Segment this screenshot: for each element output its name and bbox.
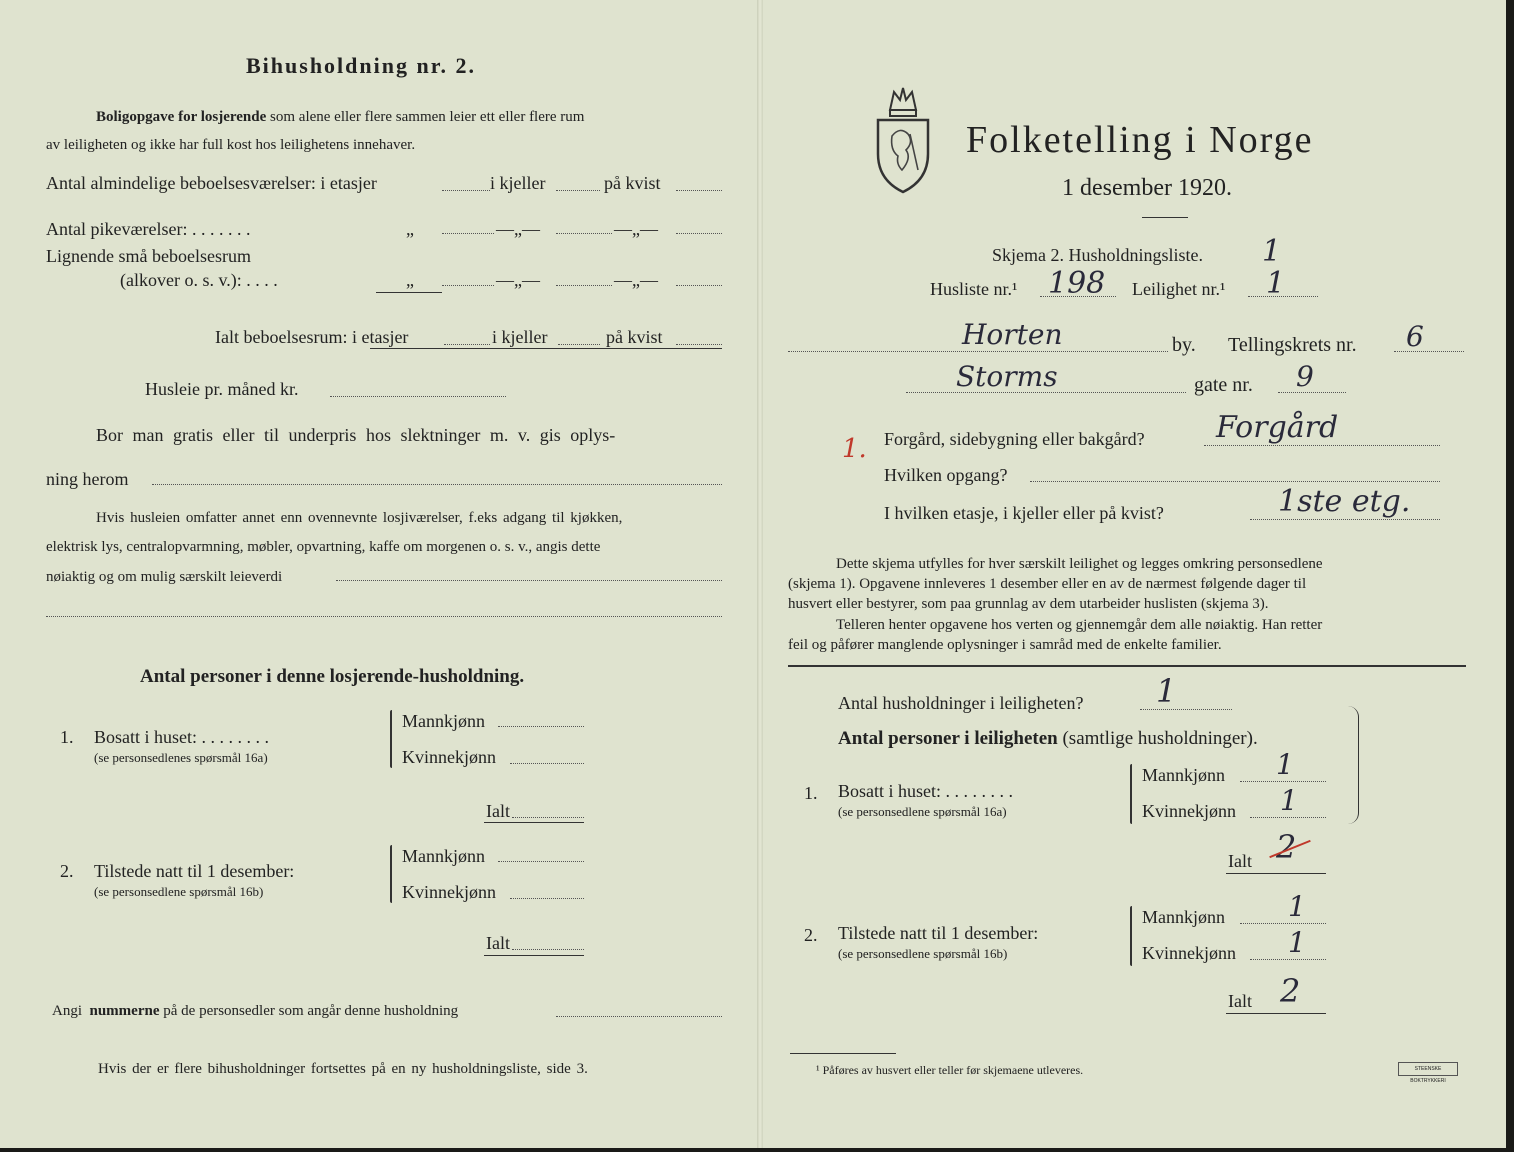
right-q2-mann-label: Mannkjønn [1142,907,1225,927]
antal-hush-value[interactable]: 1 [1156,672,1177,710]
left-q2-ialt-label: Ialt [486,933,510,953]
tellingskrets-value[interactable]: 6 [1406,320,1424,353]
gate-nr-value[interactable]: 9 [1296,360,1314,393]
left-q1-mann-field[interactable] [498,726,584,727]
left-q2-mann-label: Mannkjønn [402,846,485,866]
right-q1-label: Bosatt i huset: . . . . . . . . [838,781,1013,801]
left-q1-ialt-field[interactable] [512,817,584,818]
info-line-4: Telleren henter opgavene hos verten og gjennemgår dem alle nøiaktig. Han retter [836,617,1323,633]
pike-kvist-field[interactable] [676,233,722,234]
rooms-kvist-field[interactable] [676,190,722,191]
right-q1-kvinne-label: Kvinnekjønn [1142,801,1236,821]
pike-ditto-3: —„— [614,219,658,239]
leilighet-value[interactable]: 1 [1266,266,1286,301]
rooms-kvist-label: på kvist [604,173,661,193]
ialt-etasjer-field[interactable] [444,344,490,345]
right-q2-label: Tilstede natt til 1 desember: [838,923,1039,943]
husliste-label: Husliste nr.¹ [930,279,1018,299]
right-q1-mann-field[interactable] [1240,781,1326,782]
antal-hush-field[interactable] [1140,709,1232,710]
red-pencil-mark: 1. [842,434,867,464]
pike-label: Antal pikeværelser: . . . . . . . [46,219,251,239]
angi-field[interactable] [556,1016,722,1017]
pike-etasjer-field[interactable] [442,233,494,234]
right-q2-mann-field[interactable] [1240,923,1326,924]
right-q2-ialt-rule [1226,1013,1326,1014]
right-q2-num: 2. [804,925,818,945]
leilighet-field[interactable] [1248,296,1318,297]
angi-rest: på de personsedler som angår denne husholdning [163,1003,459,1019]
opgang-field[interactable] [1030,481,1440,482]
lignende-ditto-2: —„— [496,270,540,290]
right-q2-kvinne-field[interactable] [1250,959,1326,960]
ialt-kvist-field[interactable] [676,344,722,345]
left-q1-label: Bosatt i huset: . . . . . . . . [94,727,269,747]
hvis-line-3: nøiaktig og om mulig særskilt leieverdi [46,569,283,585]
right-persons-heading [838,728,1258,750]
title-divider [1142,217,1188,218]
husliste-value[interactable]: 198 [1048,266,1106,301]
printer-stamp: STEENSKE BOKTRYKKERI [1398,1062,1458,1076]
right-date: 1 desember 1920. [1062,175,1232,201]
forgaard-value[interactable]: Forgård [1216,410,1339,445]
pike-ditto-1: „ [406,219,414,239]
lignende-label-1: Lignende små beboelsesrum [46,246,251,266]
left-persons-heading: Antal personer i denne losjerende-husholdning. [140,666,525,687]
info-line-2: (skjema 1). Opgavene innleveres 1 desember eller en av de nærmest følgende dager til [788,576,1307,592]
intro-rest: som alene eller flere sammen leier ett eller flere rum [270,109,585,125]
info-line-3: husvert eller bestyrer, som paa grunnlag av dem utarbeider huslisten (skjema 3). [788,596,1269,612]
left-q1-ialt-rule [484,822,584,823]
right-q2-mann-value[interactable]: 1 [1288,890,1306,923]
etasje-value[interactable]: 1ste etg. [1278,484,1411,519]
by-value[interactable]: Horten [962,318,1063,351]
lignende-ditto-3: —„— [614,270,658,290]
hvis-line-2: elektrisk lys, centralopvarmning, møbler, opvartning, kaffe om morgenen o. s. v., angis dette [46,539,601,555]
skjema-mark: 1 [1262,234,1282,269]
right-q2-ialt-value[interactable]: 2 [1280,972,1301,1010]
hand-drawn-bracket [1348,706,1359,824]
left-q2-kvinne-field[interactable] [510,898,584,899]
left-q1-kvinne-field[interactable] [510,763,584,764]
left-footer: Hvis der er flere bihusholdninger fortsettes på en ny husholdningsliste, side 3. [98,1061,588,1077]
pike-kjeller-field[interactable] [556,233,612,234]
bor-man-line-2: ning herom [46,469,129,489]
left-q1-sub: (se personsedlenes spørsmål 16a) [94,750,268,765]
gate-value[interactable]: Storms [956,360,1058,393]
left-title: Bihusholdning nr. 2. [246,53,476,78]
ialt-kjeller-label: i kjeller [492,327,548,347]
by-label: by. [1172,334,1196,356]
right-q2-kvinne-value[interactable]: 1 [1288,926,1306,959]
husleie-label: Husleie pr. måned kr. [145,379,299,399]
footnote-rule [790,1053,896,1054]
angi-bold: nummerne [89,1003,160,1019]
leieverdi-field[interactable] [336,580,722,581]
lignende-etasjer-field[interactable] [442,285,494,286]
right-q2-brace [1130,906,1132,966]
left-q2-kvinne-label: Kvinnekjønn [402,882,496,902]
right-q1-brace [1130,764,1132,824]
gate-label: gate nr. [1194,374,1253,396]
info-line-5: feil og påfører manglende oplysninger i samråd med de enkelte familier. [788,637,1222,653]
lignende-kvist-field[interactable] [676,285,722,286]
right-q1-mann-label: Mannkjønn [1142,765,1225,785]
right-q1-num: 1. [804,783,818,803]
forgaard-label: Forgård, sidebygning eller bakgård? [884,429,1145,449]
skjema-label: Skjema 2. Husholdningsliste. [992,245,1203,265]
husleie-field[interactable] [330,396,506,397]
right-title: Folketelling i Norge [966,119,1314,161]
left-q1-ialt-label: Ialt [486,801,510,821]
etasje-field[interactable] [1250,519,1440,520]
right-q1-kvinne-value[interactable]: 1 [1280,784,1298,817]
left-q1-mann-label: Mannkjønn [402,711,485,731]
left-q2-label: Tilstede natt til 1 desember: [94,861,295,881]
left-q2-mann-field[interactable] [498,861,584,862]
angi-line [52,1000,458,1022]
bor-man-field[interactable] [152,484,722,485]
intro-line-1 [96,106,584,128]
lignende-line [376,292,442,293]
right-q2-kvinne-label: Kvinnekjønn [1142,943,1236,963]
right-q1-ialt-value[interactable]: 2 [1276,828,1297,866]
ialt-rooms-rule [370,348,722,349]
leieverdi-field-2[interactable] [46,616,722,617]
left-q2-sub: (se personsedlene spørsmål 16b) [94,884,264,899]
left-q2-ialt-field[interactable] [512,949,584,950]
ialt-kjeller-field[interactable] [558,344,600,345]
opgang-label: Hvilken opgang? [884,465,1008,485]
right-q2-sub: (se personsedlene spørsmål 16b) [838,946,1008,961]
rooms-kjeller-field[interactable] [556,190,600,191]
husliste-field[interactable] [1040,296,1116,297]
right-q1-kvinne-field[interactable] [1250,817,1326,818]
rooms-label: Antal almindelige beboelsesværelser: i etasjer [46,173,377,193]
gate-nr-field[interactable] [1278,392,1346,393]
right-q1-sub: (se personsedlene spørsmål 16a) [838,804,1007,819]
left-q1-brace [390,710,392,768]
rooms-etasjer-field[interactable] [442,190,490,191]
ialt-rooms-label: Ialt beboelsesrum: i etasjer [215,327,409,347]
antal-hush-label: Antal husholdninger i leiligheten? [838,693,1084,713]
hvis-line-1: Hvis husleien omfatter annet enn ovennevnte losjiværelser, f.eks adgang til kjøkken, [96,510,623,526]
by-field[interactable] [788,351,1168,352]
etasje-label: I hvilken etasje, i kjeller eller på kvist? [884,503,1164,523]
right-q1-ialt-rule [1226,873,1326,874]
right-q1-mann-value[interactable]: 1 [1276,748,1294,781]
tellingskrets-label: Tellingskrets nr. [1228,334,1357,356]
left-q1-num: 1. [60,727,74,747]
lignende-kjeller-field[interactable] [556,285,612,286]
left-q2-brace [390,845,392,903]
intro-line-2: av leiligheten og ikke har full kost hos leilighetens innehaver. [46,137,416,153]
left-q1-kvinne-label: Kvinnekjønn [402,747,496,767]
persons-heading-bold: Antal personer i leiligheten [838,728,1058,749]
bor-man-line-1: Bor man gratis eller til underpris hos slektninger m. v. gis oplys- [96,425,616,445]
tellingskrets-field[interactable] [1394,351,1464,352]
lignende-ditto-1: „ [406,270,414,290]
right-q1-ialt-label: Ialt [1228,851,1252,871]
right-q2-ialt-label: Ialt [1228,991,1252,1011]
ialt-kvist-label: på kvist [606,327,663,347]
forgaard-field[interactable] [1204,445,1440,446]
rooms-kjeller-label: i kjeller [490,173,546,193]
info-divider [788,665,1466,667]
norway-coat-of-arms-icon [872,84,934,196]
info-line-1: Dette skjema utfylles for hver særskilt leilighet og legges omkring personsedlene [836,556,1323,572]
left-q2-num: 2. [60,861,74,881]
left-q2-ialt-rule [484,955,584,956]
right-footnote: ¹ Påføres av husvert eller teller før skjemaene utleveres. [816,1063,1084,1077]
persons-heading-rest: (samtlige husholdninger). [1062,728,1258,749]
angi-pre: Angi [52,1003,82,1019]
page-fold [757,0,763,1148]
gate-field[interactable] [906,392,1186,393]
pike-ditto-2: —„— [496,219,540,239]
lignende-label-2: (alkover o. s. v.): . . . . [120,270,278,290]
intro-bold: Boligopgave for losjerende [96,109,267,125]
leilighet-label: Leilighet nr.¹ [1132,279,1226,299]
